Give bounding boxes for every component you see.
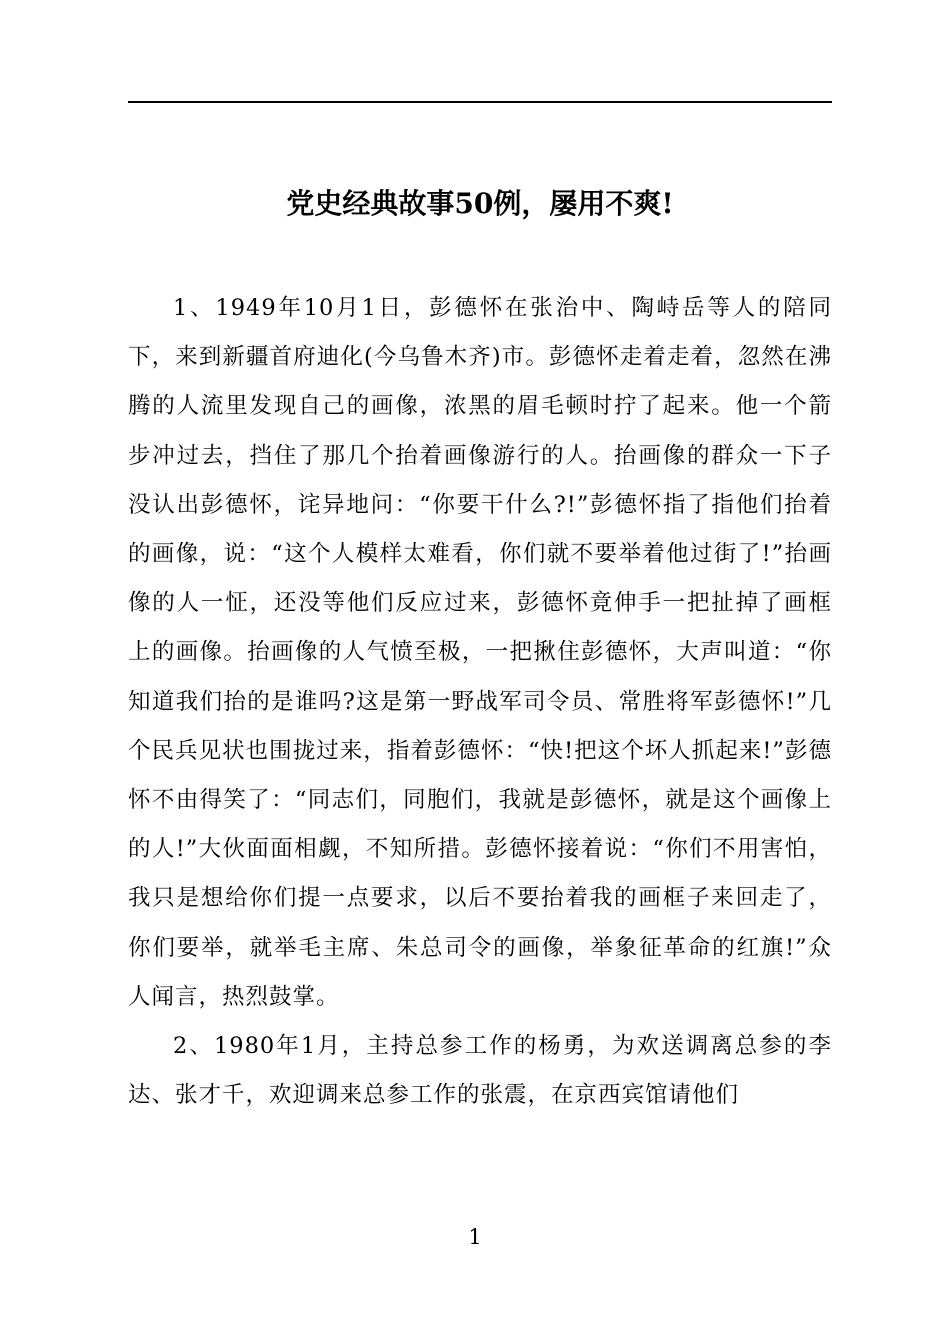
paragraph-2: 2、1980年1月，主持总参工作的杨勇，为欢送调离总参的李达、张才千，欢迎调来总参工作的张震，在京西宾馆请他们 bbox=[128, 1033, 832, 1109]
document-title: 党史经典故事50例，屡用不爽! bbox=[286, 187, 674, 220]
document-body bbox=[128, 284, 832, 1120]
header-rule bbox=[128, 101, 832, 103]
page-number: 1 bbox=[468, 1225, 482, 1249]
paragraph-1: 1、1949年10月1日，彭德怀在张治中、陶峙岳等人的陪同下，来到新疆首府迪化(今乌鲁木齐)市。彭德怀走着走着，忽然在沸腾的人流里发现自己的画像，浓黑的眉毛顿时拧了起来。他一个箭步冲过去，挡住了那几个抬着画像游行的人。抬画像的群众一下子没认出彭德怀，诧异地问：“你要干什么?!”彭德怀指了指他们抬着的画像，说：“这个人模样太难看，你们就不要举着他过街了!”抬画像的人一怔，还没等他们反应过来，彭德怀竟伸手一把扯掉了画框上的画像。抬画像的人气愤至极，一把揪住彭德怀，大声叫道：“你知道我们抬的是谁吗?这是第一野战军司令员、常胜将军彭德怀!”几个民兵见状也围拢过来，指着彭德怀：“快!把这个坏人抓起来!”彭德怀不由得笑了：“同志们，同胞们，我就是彭德怀，就是这个画像上的人!”大伙面面相觑，不知所措。彭德怀接着说：“你们不用害怕，我只是想给你们提一点要求，以后不要抬着我的画框子来回走了，你们要举，就举毛主席、朱总司令的画像，举象征革命的红旗!”众人闻言，热烈鼓掌。 bbox=[128, 295, 832, 1010]
